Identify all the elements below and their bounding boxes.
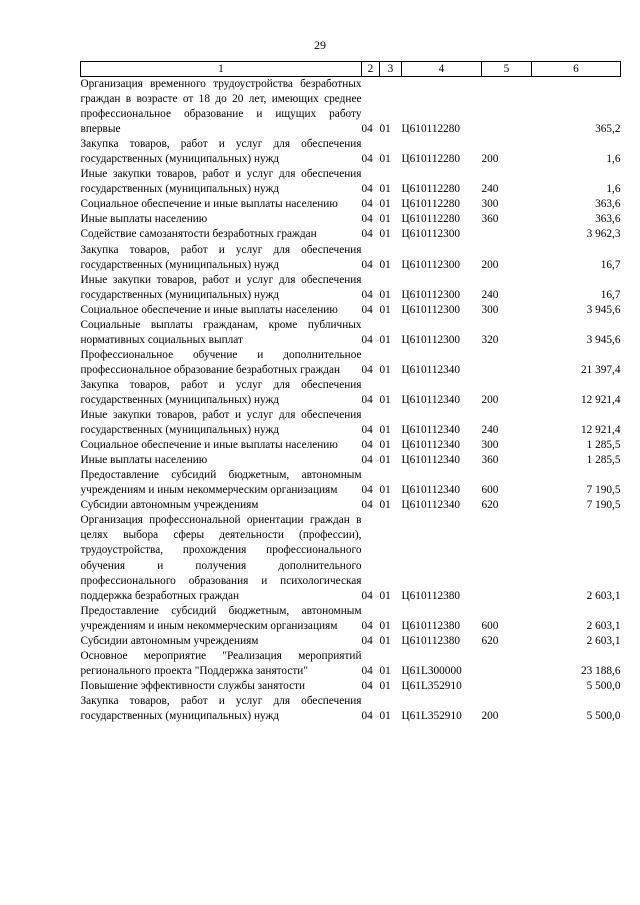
row-name: Профессиональное обучение и дополнительное профессиональное образование безработных граждан: [80, 348, 362, 376]
row-name: Субсидии автономным учреждениям: [80, 634, 259, 647]
row-section: 04: [361, 303, 373, 316]
row-expense-type: 240: [481, 183, 499, 196]
row-target-article: Ц610112380: [401, 619, 461, 632]
row-section: 04: [361, 664, 373, 677]
row-expense-type: 620: [481, 499, 499, 512]
row-subsection: 01: [379, 484, 391, 497]
row-subsection: 01: [379, 664, 391, 677]
row-subsection: 01: [379, 619, 391, 632]
row-subsection: 01: [379, 288, 391, 301]
row-subsection: 01: [379, 183, 391, 196]
table-row: [81, 273, 621, 303]
table-row: [81, 212, 621, 227]
row-name: Иные закупки товаров, работ и услуг для обеспечения государственных (муниципальных) нужд: [80, 409, 362, 437]
row-amount: 16,7: [600, 288, 621, 301]
row-section: 04: [361, 288, 373, 301]
row-amount: 363,6: [595, 213, 621, 226]
budget-table: [80, 61, 621, 724]
table-row: [81, 679, 621, 694]
row-amount: 363,6: [595, 198, 621, 211]
table-row: [81, 318, 621, 348]
row-section: 04: [361, 619, 373, 632]
row-section: 04: [361, 153, 373, 166]
row-target-article: Ц610112280: [401, 123, 461, 136]
row-amount: 7 190,5: [586, 499, 621, 512]
row-target-article: Ц61L352910: [401, 709, 462, 722]
row-expense-type: 300: [481, 439, 499, 452]
table-row: [81, 438, 621, 453]
row-name: Закупка товаров, работ и услуг для обеспечения государственных (муниципальных) нужд: [80, 694, 362, 722]
row-subsection: 01: [379, 454, 391, 467]
row-amount: 1,6: [606, 153, 621, 166]
row-expense-type: 620: [481, 634, 499, 647]
row-name: Предоставление субсидий бюджетным, автономным учреждениям и иным некоммерческим организациям: [80, 469, 362, 497]
table-row: [81, 604, 621, 634]
row-section: 04: [361, 634, 373, 647]
table-row: [81, 243, 621, 273]
table-row: [81, 468, 621, 498]
row-section: 04: [361, 228, 373, 241]
row-subsection: 01: [379, 499, 391, 512]
row-amount: 12 921,4: [580, 424, 621, 437]
row-target-article: Ц610112280: [401, 153, 461, 166]
row-section: 04: [361, 258, 373, 271]
row-expense-type: 300: [481, 198, 499, 211]
row-name: Закупка товаров, работ и услуг для обеспечения государственных (муниципальных) нужд: [80, 138, 362, 166]
column-header: 3: [380, 62, 402, 77]
row-name: Субсидии автономным учреждениям: [80, 499, 259, 512]
row-section: 04: [361, 454, 373, 467]
row-expense-type: [482, 649, 532, 679]
row-name: Организация временного трудоустройства безработных граждан в возрасте от 18 до 20 лет, имеющих среднее профессиональное образование и ищущих работу впервые: [80, 78, 362, 136]
row-expense-type: 200: [481, 393, 499, 406]
row-expense-type: 360: [481, 454, 499, 467]
column-header: 6: [532, 62, 621, 77]
row-expense-type: [482, 227, 532, 242]
row-amount: 365,2: [595, 123, 621, 136]
row-amount: 3 945,6: [586, 303, 621, 316]
row-name: Содействие самозанятости безработных граждан: [80, 228, 317, 241]
row-subsection: 01: [379, 333, 391, 346]
row-subsection: 01: [379, 589, 391, 602]
row-amount: 2 603,1: [586, 634, 621, 647]
row-section: 04: [361, 679, 373, 692]
row-subsection: 01: [379, 198, 391, 211]
table-row: [81, 453, 621, 468]
row-subsection: 01: [379, 363, 391, 376]
column-header: 1: [81, 62, 362, 77]
row-target-article: Ц610112340: [401, 499, 461, 512]
row-expense-type: [482, 679, 532, 694]
row-subsection: 01: [379, 439, 391, 452]
table-row: [81, 498, 621, 513]
row-section: 04: [361, 213, 373, 226]
row-amount: 3 945,6: [586, 333, 621, 346]
row-section: 04: [361, 333, 373, 346]
row-section: 04: [361, 439, 373, 452]
row-expense-type: 320: [481, 333, 499, 346]
row-name: Иные закупки товаров, работ и услуг для обеспечения государственных (муниципальных) нужд: [80, 273, 362, 301]
row-name: Иные выплаты населению: [80, 454, 208, 467]
row-target-article: Ц610112300: [401, 228, 461, 241]
row-expense-type: 200: [481, 258, 499, 271]
row-section: 04: [361, 499, 373, 512]
table-row: [81, 513, 621, 603]
row-section: 04: [361, 589, 373, 602]
row-subsection: 01: [379, 709, 391, 722]
row-section: 04: [361, 484, 373, 497]
row-subsection: 01: [379, 258, 391, 271]
row-target-article: Ц610112280: [401, 183, 461, 196]
row-expense-type: 240: [481, 424, 499, 437]
row-amount: 5 500,0: [586, 679, 621, 692]
table-row: [81, 303, 621, 318]
row-subsection: 01: [379, 228, 391, 241]
row-expense-type: [482, 513, 532, 603]
row-amount: 1,6: [606, 183, 621, 196]
row-expense-type: 300: [481, 303, 499, 316]
row-target-article: Ц610112380: [401, 589, 461, 602]
row-target-article: Ц610112300: [401, 333, 461, 346]
column-header: 2: [362, 62, 380, 77]
row-name: Иные выплаты населению: [80, 213, 208, 226]
row-subsection: 01: [379, 424, 391, 437]
row-name: Закупка товаров, работ и услуг для обеспечения государственных (муниципальных) нужд: [80, 378, 362, 406]
row-target-article: Ц610112340: [401, 454, 461, 467]
row-amount: 21 397,4: [580, 363, 621, 376]
row-name: Социальное обеспечение и иные выплаты населению: [80, 303, 338, 316]
table-row: [81, 197, 621, 212]
row-subsection: 01: [379, 123, 391, 136]
row-expense-type: [482, 77, 532, 138]
table-row: [81, 167, 621, 197]
table-body: [81, 77, 621, 725]
row-section: 04: [361, 709, 373, 722]
row-amount: 3 962,3: [586, 228, 621, 241]
row-name: Закупка товаров, работ и услуг для обеспечения государственных (муниципальных) нужд: [80, 243, 362, 271]
row-amount: 23 188,6: [580, 664, 621, 677]
row-section: 04: [361, 393, 373, 406]
row-target-article: Ц610112300: [401, 303, 461, 316]
row-target-article: Ц61L300000: [401, 664, 462, 677]
row-target-article: Ц610112340: [401, 424, 461, 437]
page-number: 29: [314, 38, 326, 52]
row-section: 04: [361, 123, 373, 136]
row-amount: 1 285,5: [586, 439, 621, 452]
row-target-article: Ц610112380: [401, 634, 461, 647]
row-subsection: 01: [379, 213, 391, 226]
row-expense-type: 200: [481, 709, 499, 722]
table-row: [81, 77, 621, 138]
row-subsection: 01: [379, 679, 391, 692]
row-section: 04: [361, 198, 373, 211]
row-expense-type: 360: [481, 213, 499, 226]
row-name: Социальные выплаты гражданам, кроме публичных нормативных социальных выплат: [80, 318, 362, 346]
row-expense-type: [482, 348, 532, 378]
table-row: [81, 408, 621, 438]
row-name: Социальное обеспечение и иные выплаты населению: [80, 198, 338, 211]
row-amount: 2 603,1: [586, 589, 621, 602]
row-target-article: Ц610112280: [401, 198, 461, 211]
row-name: Иные закупки товаров, работ и услуг для обеспечения государственных (муниципальных) нужд: [80, 168, 362, 196]
row-target-article: Ц610112340: [401, 439, 461, 452]
row-expense-type: 600: [481, 619, 499, 632]
row-amount: 16,7: [600, 258, 621, 271]
row-section: 04: [361, 363, 373, 376]
table-row: [81, 348, 621, 378]
column-header: 5: [482, 62, 532, 77]
row-target-article: Ц610112340: [401, 363, 461, 376]
row-subsection: 01: [379, 153, 391, 166]
row-amount: 7 190,5: [586, 484, 621, 497]
row-target-article: Ц610112340: [401, 393, 461, 406]
row-name: Социальное обеспечение и иные выплаты населению: [80, 439, 338, 452]
row-target-article: Ц610112280: [401, 213, 461, 226]
row-name: Организация профессиональной ориентации граждан в целях выбора сферы деятельности (профессии), трудоустройства, прохождения профессионального обучения и получения дополнительного профессионального образования и психологическая поддержка безработных граждан: [80, 514, 362, 602]
row-target-article: Ц610112300: [401, 258, 461, 271]
row-subsection: 01: [379, 303, 391, 316]
table-row: [81, 227, 621, 242]
row-expense-type: 600: [481, 484, 499, 497]
row-section: 04: [361, 183, 373, 196]
row-amount: 1 285,5: [586, 454, 621, 467]
row-amount: 5 500,0: [586, 709, 621, 722]
row-section: 04: [361, 424, 373, 437]
row-subsection: 01: [379, 634, 391, 647]
row-expense-type: 240: [481, 288, 499, 301]
table-row: [81, 649, 621, 679]
row-amount: 12 921,4: [580, 393, 621, 406]
row-target-article: Ц610112340: [401, 484, 461, 497]
table-row: [81, 634, 621, 649]
table-row: [81, 694, 621, 724]
column-header: 4: [402, 62, 482, 77]
row-subsection: 01: [379, 393, 391, 406]
row-name: Основное мероприятие "Реализация мероприятий регионального проекта "Поддержка занятости": [80, 649, 362, 677]
row-amount: 2 603,1: [586, 619, 621, 632]
row-name: Повышение эффективности службы занятости: [80, 679, 306, 692]
row-name: Предоставление субсидий бюджетным, автономным учреждениям и иным некоммерческим организациям: [80, 604, 362, 632]
row-target-article: Ц610112300: [401, 288, 461, 301]
table-row: [81, 378, 621, 408]
row-target-article: Ц61L352910: [401, 679, 462, 692]
row-expense-type: 200: [481, 153, 499, 166]
column-number-row: [81, 62, 621, 77]
table-row: [81, 137, 621, 167]
